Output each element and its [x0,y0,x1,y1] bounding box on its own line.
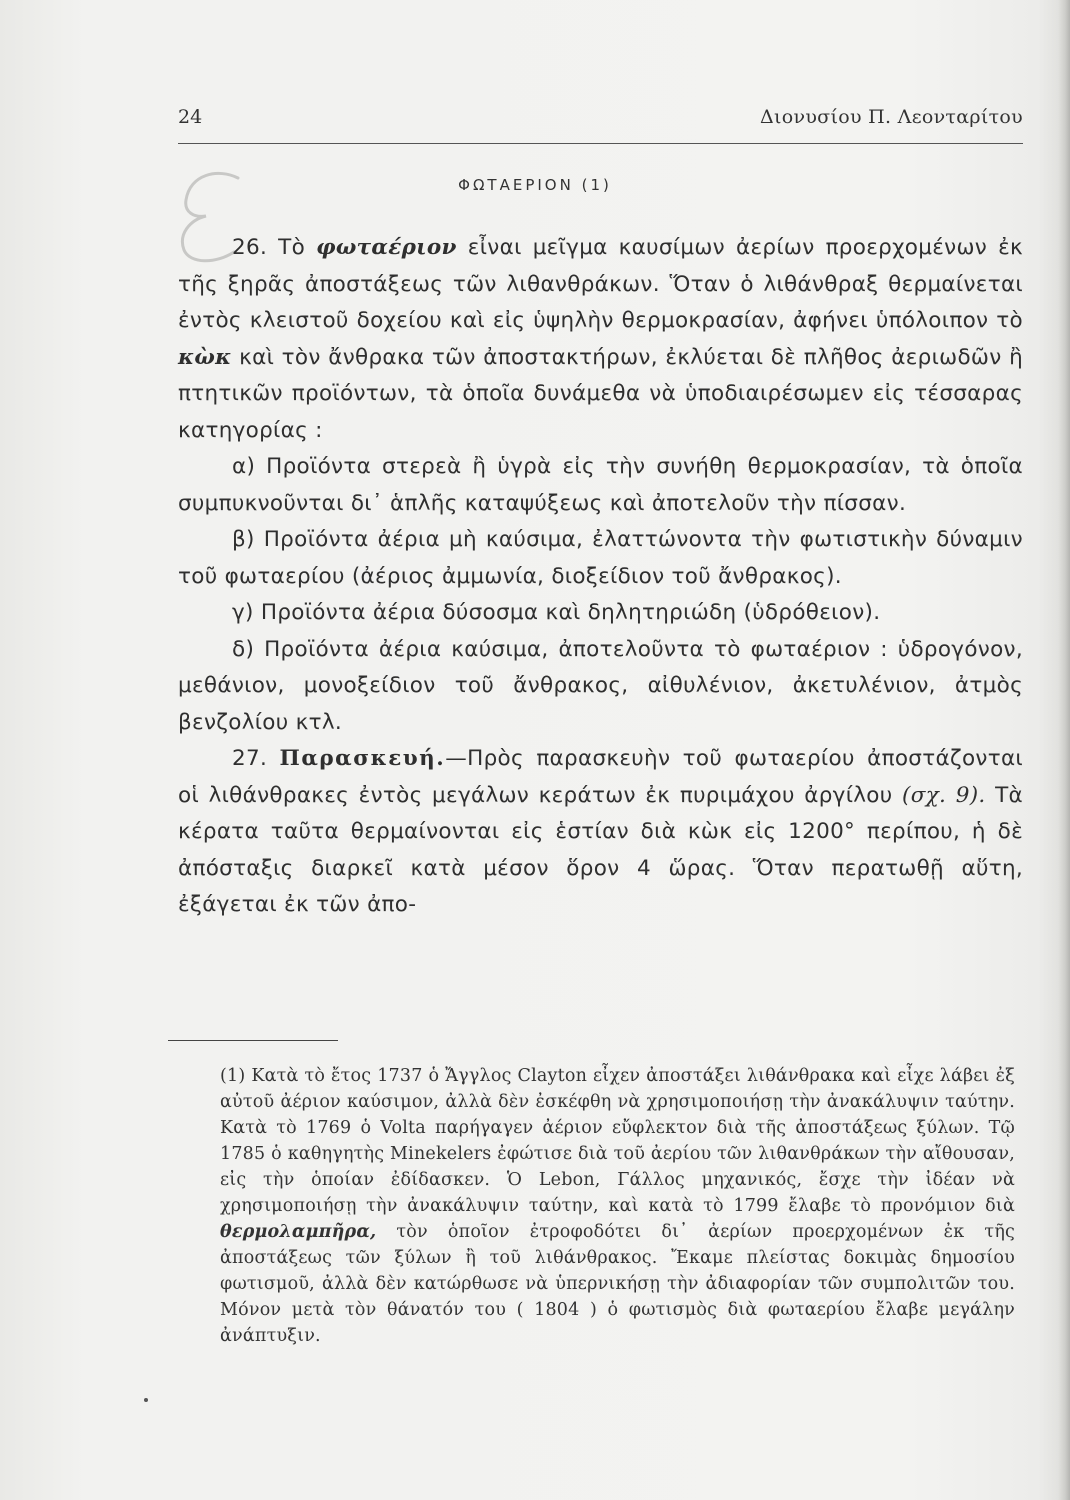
margin-dot [144,1398,148,1402]
item-a: α) Προϊόντα στερεὰ ἢ ὑγρὰ εἰς τὴν συνήθη θερμοκρασίαν, τὰ ὁποῖα συμπυκνοῦνται δι᾿ ἁπλῆς καταψύξεως καὶ ἀποτελοῦν τὴν πίσσαν. [178,454,1023,516]
text-run: εἶναι μεῖγμα καυσίμων ἀερίων προερχομένων ἐκ τῆς ξηρᾶς ἀποστάξεως τῶν λιθανθράκων. Ὅταν ὁ λιθάνθραξ θερμαίνεται ἐντὸς κλειστοῦ δοχείου καὶ εἰς ὑψηλὴν θερμοκρασίαν, ἀφήνει ὑπόλοιπον τὸ [178,235,1024,333]
text-run: —Πρὸς παρασκευὴν τοῦ φωταερίου ἀποστάζονται οἱ λιθάνθρακες ἐντὸς μεγάλων κεράτων ἐκ πυριμάχου ἀργίλου [178,746,1023,808]
item-c: γ) Προϊόντα ἀέρια δύσοσμα καὶ δηλητηριώδη (ὑδρόθειον). [232,600,881,625]
item-b: β) Προϊόντα ἀέρια μὴ καύσιμα, ἐλαττώνοντα τὴν φωτιστικὴν δύναμιν τοῦ φωταερίου (ἀέριος ἀμμωνία, διοξείδιον τοῦ ἄνθρακος). [178,527,1023,589]
figure-reference: (σχ. 9). [902,782,986,808]
footnote [220,1063,1015,1349]
paragraph-number: 26. [232,235,268,260]
header-rule [178,143,1023,144]
term-coke: κὼκ [178,344,232,370]
footnote-marker: (1) [220,1066,246,1086]
term-phostaerion: φωταέριον [316,235,457,260]
running-header-author: Διονυσίου Π. Λεονταρίτου [759,106,1023,128]
body-text [178,230,1023,924]
page-number: 24 [178,106,203,128]
running-header [178,106,1023,140]
paragraph-number: 27. [232,746,268,771]
footnote-rule [168,1040,338,1041]
text-run: Κατὰ τὸ ἔτος 1737 ὁ Ἄγγλος Clayton εἶχεν ἀποστάξει λιθάνθρακα καὶ εἶχε λάβει ἐξ αὐτοῦ ἀέριον καύσιμον, ἀλλὰ δὲν ἐσκέφθη νὰ χρησιμοποιήσῃ τὴν ἀνακάλυψιν ταύτην. Κατὰ τὸ 1769 ὁ Volta παρήγαγεν ἀέριον εὔφλεκτον διὰ τῆς ἀποστάξεως ξύλων. Τῷ 1785 ὁ καθηγητὴς Minekelers ἐφώτισε διὰ τοῦ ἀερίου τῶν λιθανθράκων τὴν αἴθουσαν, εἰς τὴν ὁποίαν ἐδίδασκεν. Ὁ Lebon, Γάλλος μηχανικός, ἔσχε τὴν ἰδέαν νὰ χρησιμοποιήσῃ τὴν ἀνακάλυψιν ταύτην, καὶ κατὰ τὸ 1799 ἔλαβε τὸ προνόμιον διὰ [220,1066,1015,1216]
section-title: ΦΩΤΑΕΡΙΟΝ (1) [458,176,612,194]
text-run: Τὰ κέρατα ταῦτα θερμαίνονται εἰς ἑστίαν διὰ κὼκ εἰς 1200° περίπου, ἡ δὲ ἀπόσταξις διαρκεῖ κατὰ μέσον ὅρον 4 ὥρας. Ὅταν περατωθῇ αὕτη, ἐξάγεται ἐκ τῶν ἀπο- [178,782,1023,917]
page-edge-shadow [1058,0,1070,1500]
text-run: Τὸ [278,235,306,260]
paragraph-27 [178,741,1023,924]
term-thermolampira: θερμολαμπῆρα, [220,1222,377,1242]
paragraph-26 [178,230,1023,449]
footnote-paragraph [220,1063,1015,1349]
item-d: δ) Προϊόντα ἀέρια καύσιμα, ἀποτελοῦντα τὸ φωταέριον : ὑδρογόνον, μεθάνιον, μονοξείδιον τοῦ ἄνθρακος, αἰθυλένιον, ἀκετυλένιον, ἀτμὸς βενζολίου κτλ. [178,636,1023,735]
text-run: καὶ τὸν ἄνθρακα τῶν ἀποστακτήρων, ἐκλύεται δὲ πλῆθος ἀεριωδῶν ἢ πτητικῶν προϊόντων, τὰ ὁποῖα δυνάμεθα νὰ ὑποδιαιρέσωμεν εἰς τέσσαρας κατηγορίας : [178,344,1023,443]
term-paraskevi: Παρασκευή. [279,746,446,771]
text-run: τὸν ὁποῖον ἐτροφοδότει δι᾿ ἀερίων προερχομένων ἐκ τῆς ἀποστάξεως τῶν ξύλων ἢ τοῦ λιθάνθρακος. Ἔκαμε πλείστας δοκιμὰς δημοσίου φωτισμοῦ, ἀλλὰ δὲν κατώρθωσε νὰ ὑπερνικήσῃ τὴν ἀδιαφορίαν τῶν συμπολιτῶν του. Μόνον μετὰ τὸν θάνατόν του ( 1804 ) ὁ φωτισμὸς διὰ φωταερίου ἔλαβε μεγάλην ἀνάπτυξιν. [220,1222,1016,1346]
